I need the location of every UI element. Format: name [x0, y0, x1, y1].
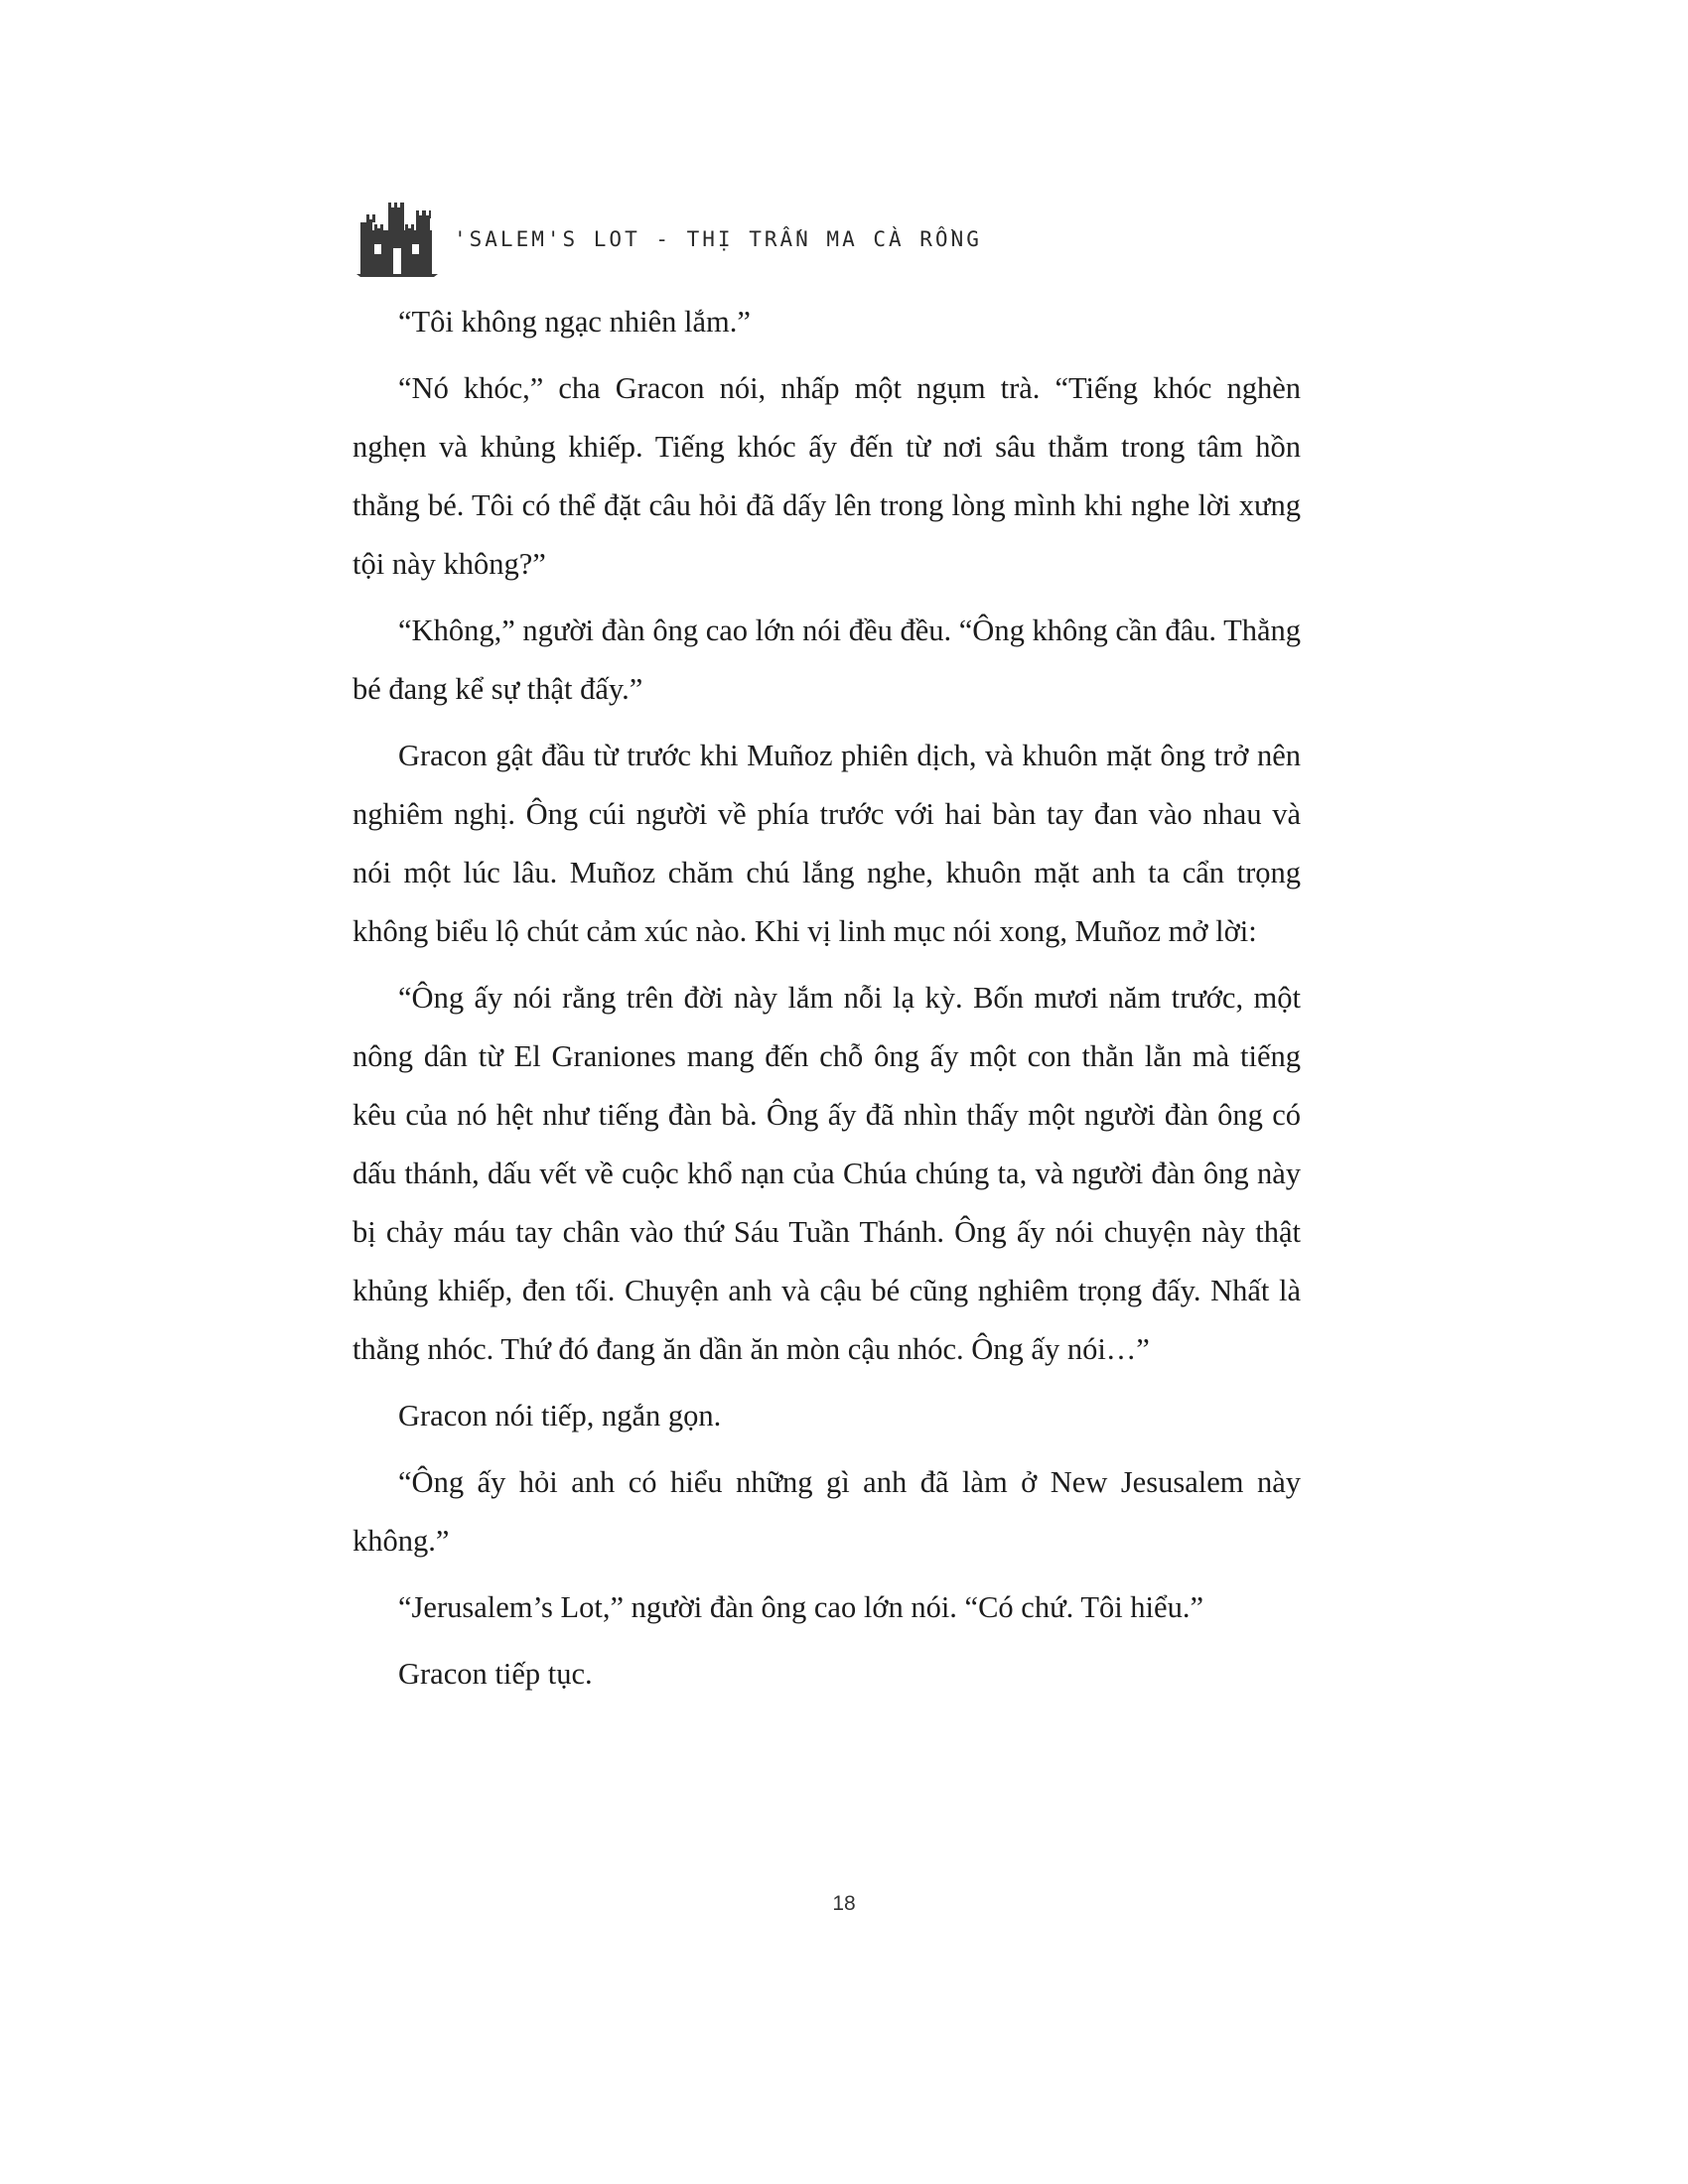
paragraph: “Jerusalem’s Lot,” người đàn ông cao lớn nói. “Có chứ. Tôi hiểu.” [398, 1590, 1203, 1624]
paragraph: “Nó khóc,” cha Gracon nói, nhấp một ngụm trà. “Tiếng khóc nghèn nghẹn và khủng khiếp. Tiếng khóc ấy đến từ nơi sâu thẳm trong tâm hồn thằng bé. Tôi có thể đặt câu hỏi đã dấy lên trong lòng mình khi nghe lời xưng tội này không?” [352, 371, 1301, 581]
running-head: 'SALEM'S LOT - THỊ TRẤN MA CÀ RỒNG [454, 227, 982, 251]
page-header [352, 184, 1345, 273]
paragraph: “Ông ấy hỏi anh có hiểu những gì anh đã làm ở New Jesusalem này không.” [352, 1465, 1301, 1558]
paragraph: Gracon tiếp tục. [398, 1657, 593, 1691]
paragraph: Gracon nói tiếp, ngắn gọn. [398, 1399, 722, 1433]
paragraph: “Không,” người đàn ông cao lớn nói đều đều. “Ông không cần đâu. Thằng bé đang kể sự thật đấy.” [352, 614, 1301, 706]
paragraph: “Ông ấy nói rằng trên đời này lắm nỗi lạ kỳ. Bốn mươi năm trước, một nông dân từ El Graniones mang đến chỗ ông ấy một con thằn lằn mà tiếng kêu của nó hệt như tiếng đàn bà. Ông ấy đã nhìn thấy một người đàn ông có dấu thánh, dấu vết về cuộc khổ nạn của Chúa chúng ta, và người đàn ông này bị chảy máu tay chân vào thứ Sáu Tuần Thánh. Ông ấy nói chuyện này thật khủng khiếp, đen tối. Chuyện anh và cậu bé cũng nghiêm trọng đấy. Nhất là thằng nhóc. Thứ đó đang ăn dần ăn mòn cậu nhóc. Ông ấy nói…” [352, 981, 1301, 1366]
page-number: 18 [832, 1892, 856, 1915]
paragraph: Gracon gật đầu từ trước khi Muñoz phiên dịch, và khuôn mặt ông trở nên nghiêm nghị. Ông cúi người về phía trước với hai bàn tay đan vào nhau và nói một lúc lâu. Muñoz chăm chú lắng nghe, khuôn mặt anh ta cẩn trọng không biểu lộ chút cảm xúc nào. Khi vị linh mục nói xong, Muñoz mở lời: [352, 739, 1301, 948]
paragraph: “Tôi không ngạc nhiên lắm.” [398, 305, 751, 339]
castle-icon [352, 193, 442, 277]
page-body [352, 293, 1301, 1704]
